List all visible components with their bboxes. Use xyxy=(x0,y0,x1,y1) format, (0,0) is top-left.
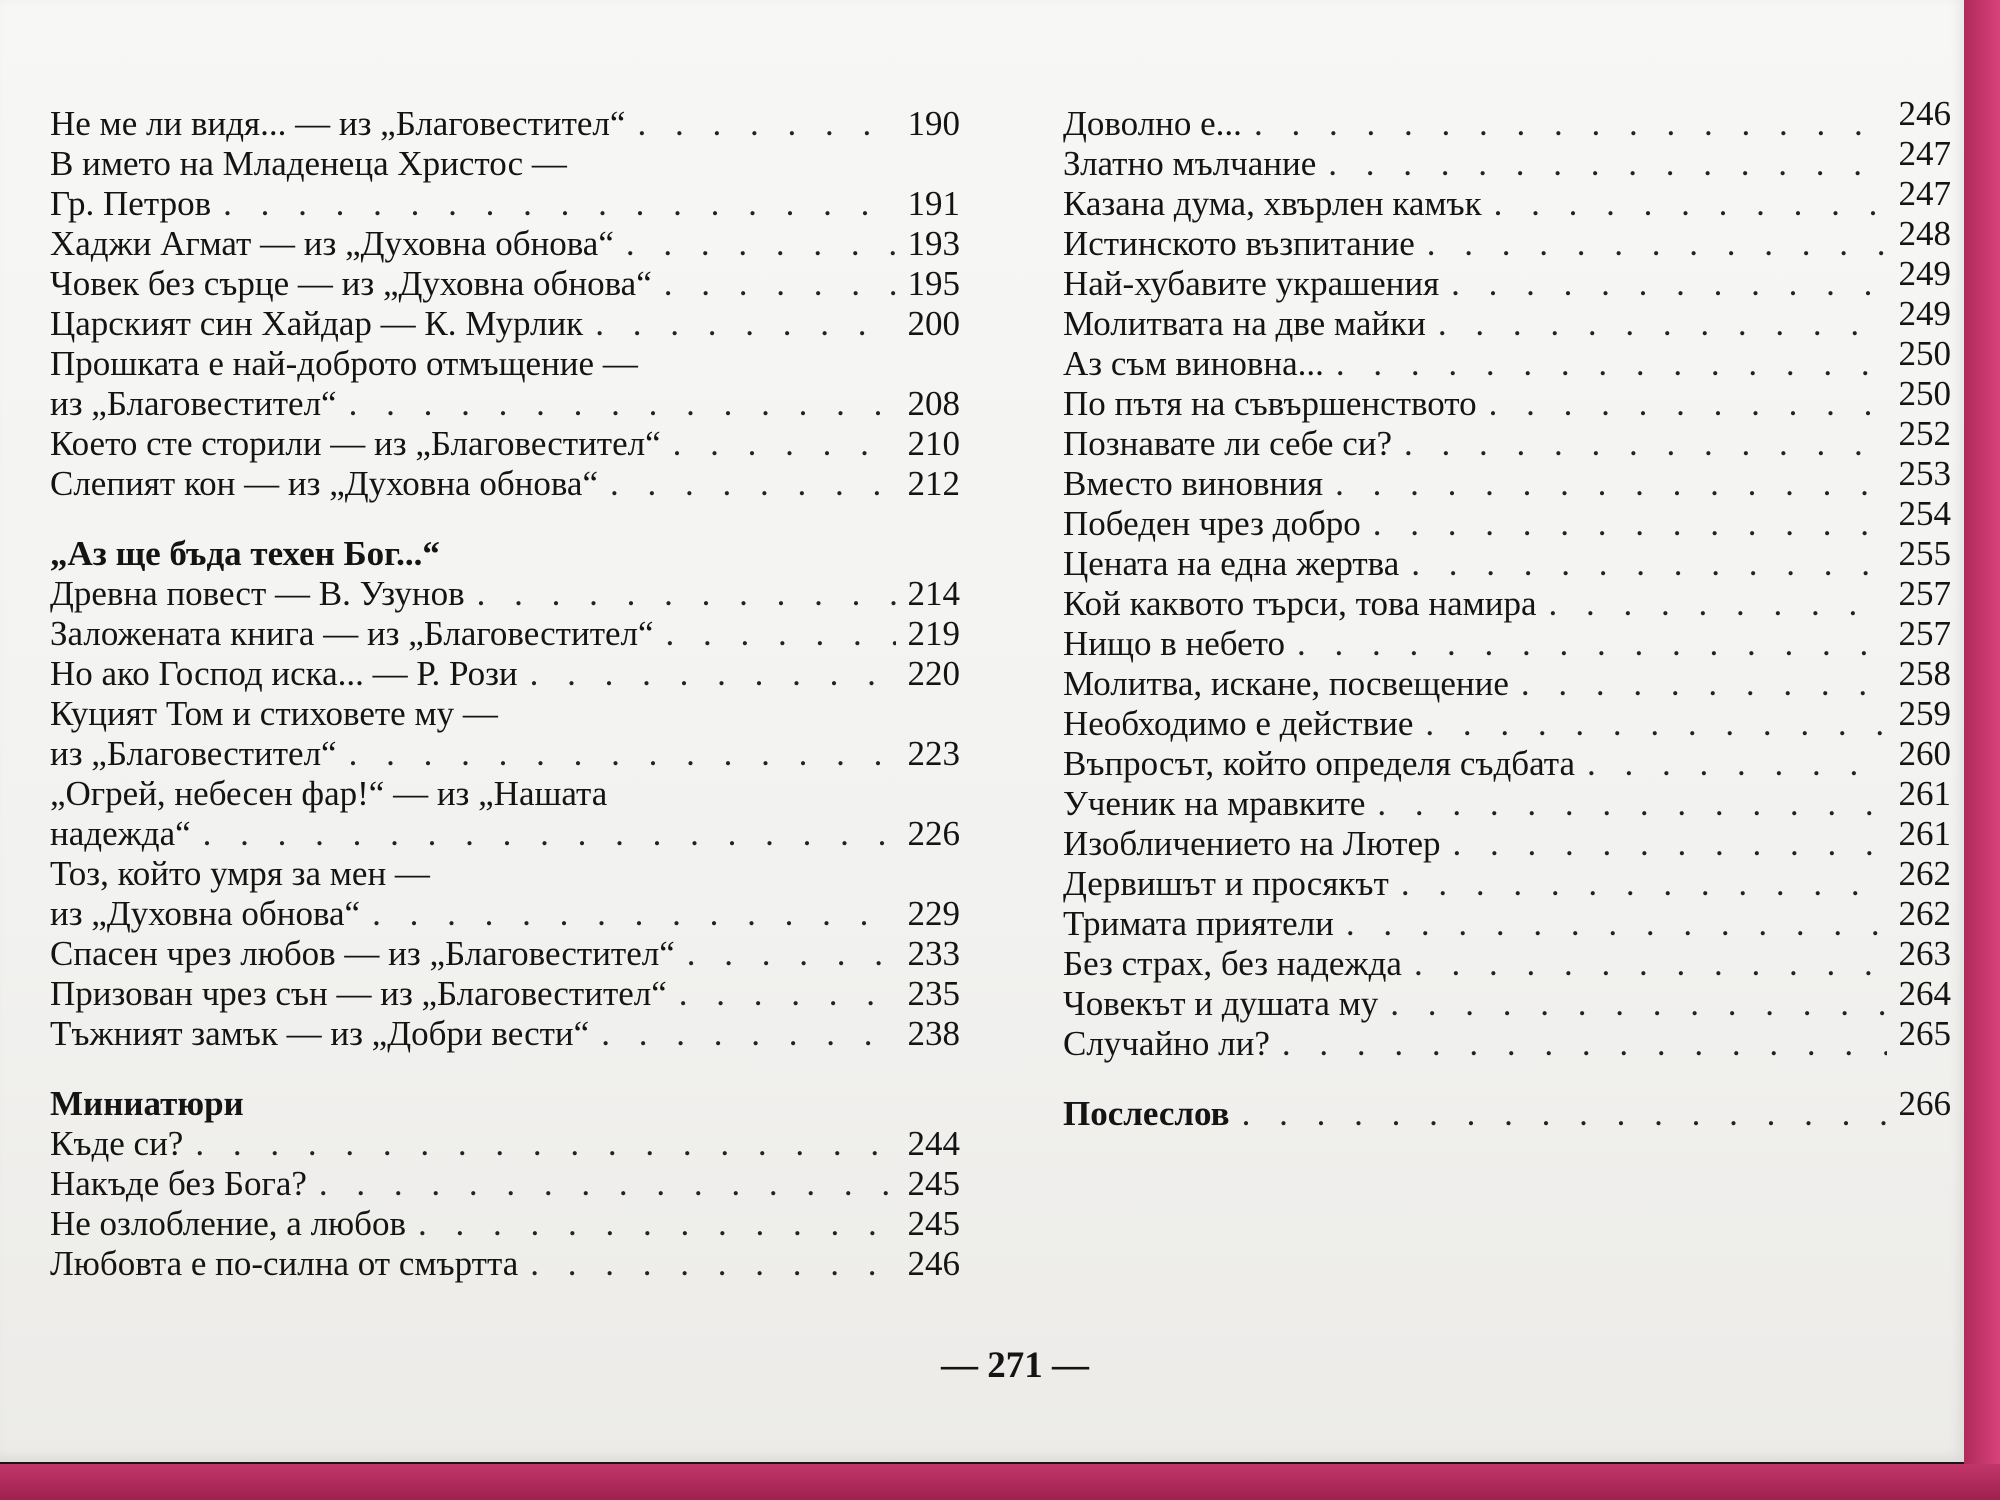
entry-page: 195 xyxy=(907,264,960,303)
entry-title: Случайно ли? xyxy=(1063,1024,1270,1063)
entry-page: 260 xyxy=(1898,734,1951,773)
entry-title: Вместо виновния xyxy=(1063,464,1324,503)
toc-entry xyxy=(50,1124,960,1164)
entry-page: 257 xyxy=(1898,574,1951,613)
toc-left-column xyxy=(50,104,960,1284)
entry-title: Което сте сторили — из „Благовестител“ xyxy=(50,424,661,463)
leader-dots xyxy=(1451,264,1886,304)
entry-title: Тримата приятели xyxy=(1063,904,1334,943)
entry-page: 252 xyxy=(1898,414,1951,453)
entry-page: 200 xyxy=(907,304,960,343)
toc-entry xyxy=(50,974,960,1014)
toc-entry xyxy=(1063,974,1951,1024)
entry-title: Човек без сърце — из „Духовна обнова“ xyxy=(50,264,652,303)
toc-entry xyxy=(1063,134,1951,184)
leader-dots xyxy=(1425,704,1886,744)
entry-page: 247 xyxy=(1898,174,1951,213)
entry-title: Не озлобление, а любов xyxy=(50,1204,407,1243)
leader-dots xyxy=(349,384,896,424)
entry-title: Призован чрез сън — из „Благовестител“ xyxy=(50,974,667,1013)
entry-title: По пътя на съвършенството xyxy=(1063,384,1477,423)
entry-title: из „Духовна обнова“ xyxy=(50,894,361,933)
entry-page: 219 xyxy=(907,614,960,653)
toc-entry xyxy=(1063,694,1951,744)
leader-dots xyxy=(1282,1024,1887,1064)
entry-page: 250 xyxy=(1898,374,1951,413)
leader-dots xyxy=(1494,184,1887,224)
toc-entry xyxy=(50,1014,960,1054)
toc-entry xyxy=(1063,574,1951,624)
leader-dots xyxy=(595,304,895,344)
entry-title: Без страх, без надежда xyxy=(1063,944,1402,983)
entry-title: Молитвата на две майки xyxy=(1063,304,1426,343)
entry-page: 262 xyxy=(1898,894,1951,933)
entry-title: из „Благовестител“ xyxy=(50,384,337,423)
entry-title: Най-хубавите украшения xyxy=(1063,264,1440,303)
entry-title: Древна повест — В. Узунов xyxy=(50,574,465,613)
leader-dots xyxy=(610,464,895,504)
entry-title: Слепият кон — из „Духовна обнова“ xyxy=(50,464,599,503)
leader-dots xyxy=(1401,864,1887,904)
leader-dots xyxy=(1335,464,1886,504)
toc-entry xyxy=(1063,254,1951,304)
toc-entry xyxy=(1063,494,1951,544)
leader-dots xyxy=(626,224,896,264)
toc-entry xyxy=(50,814,960,854)
entry-page: 245 xyxy=(907,1204,960,1243)
leader-dots xyxy=(1297,624,1887,664)
leader-dots xyxy=(673,424,896,464)
toc-entry xyxy=(50,104,960,144)
entry-title: Тъжният замък — из „Добри вести“ xyxy=(50,1014,590,1053)
toc-entry xyxy=(1063,534,1951,584)
entry-title: Царският син Хайдар — К. Мурлик xyxy=(50,304,584,343)
entry-title: Накъде без Бога? xyxy=(50,1164,307,1203)
section-heading: Миниатюри xyxy=(50,1084,244,1123)
leader-dots xyxy=(1587,744,1887,784)
toc-entry xyxy=(1063,894,1951,944)
leader-dots xyxy=(1549,584,1887,624)
toc-entry xyxy=(50,264,960,304)
leader-dots xyxy=(1377,784,1886,824)
toc-entry xyxy=(1063,334,1951,384)
toc-entry xyxy=(1063,1014,1951,1064)
toc-entry xyxy=(50,614,960,654)
toc-entry xyxy=(50,654,960,694)
entry-title-line: Тоз, който умря за мен — xyxy=(50,854,430,893)
entry-title-line: Прошката е най-доброто отмъщение — xyxy=(50,344,638,383)
leader-dots xyxy=(1404,424,1886,464)
toc-entry xyxy=(1063,174,1951,224)
entry-title: из „Благовестител“ xyxy=(50,734,337,773)
entry-title: Аз съм виновна... xyxy=(1063,344,1324,383)
leader-dots xyxy=(1453,824,1887,864)
toc-right-column xyxy=(1063,94,1951,1134)
entry-page: 191 xyxy=(907,184,960,223)
leader-dots xyxy=(1489,384,1887,424)
toc-entry xyxy=(50,304,960,344)
entry-title: Цената на една жертва xyxy=(1063,544,1400,583)
toc-entry xyxy=(1063,934,1951,984)
leader-dots xyxy=(1346,904,1887,944)
entry-page: 261 xyxy=(1898,814,1951,853)
leader-dots xyxy=(601,1014,895,1054)
leader-dots xyxy=(687,934,896,974)
toc-entry xyxy=(1063,654,1951,704)
toc-entry xyxy=(50,224,960,264)
entry-page: 255 xyxy=(1898,534,1951,573)
toc-entry xyxy=(50,384,960,424)
toc-entry xyxy=(50,894,960,934)
leader-dots xyxy=(530,1244,895,1284)
leader-dots xyxy=(637,104,895,144)
toc-entry xyxy=(1063,774,1951,824)
entry-title: Казана дума, хвърлен камък xyxy=(1063,184,1482,223)
entry-page: 210 xyxy=(907,424,960,463)
leader-dots xyxy=(1521,664,1887,704)
entry-page: 264 xyxy=(1898,974,1951,1013)
leader-dots xyxy=(1438,304,1887,344)
entry-title: Гр. Петров xyxy=(50,184,212,223)
entry-page: 257 xyxy=(1898,614,1951,653)
entry-title: Въпросът, който определя съдбата xyxy=(1063,744,1575,783)
toc-entry xyxy=(1063,454,1951,504)
leader-dots xyxy=(1336,344,1887,384)
leader-dots xyxy=(195,1124,895,1164)
entry-page: 226 xyxy=(907,814,960,853)
toc-entry xyxy=(50,424,960,464)
entry-title: Молитва, искане, посвещение xyxy=(1063,664,1509,703)
entry-title: Ученик на мравките xyxy=(1063,784,1366,823)
entry-page: 245 xyxy=(907,1164,960,1203)
page-number: — 271 — xyxy=(941,1345,1089,1386)
leader-dots xyxy=(679,974,896,1014)
entry-page: 262 xyxy=(1898,854,1951,893)
book-cover-edge-bottom xyxy=(0,1464,2000,1500)
entry-title: Изобличението на Лютер xyxy=(1063,824,1441,863)
entry-page: 235 xyxy=(907,974,960,1013)
toc-entry xyxy=(50,574,960,614)
entry-title: Човекът и душата му xyxy=(1063,984,1379,1023)
leader-dots xyxy=(1254,104,1887,144)
entry-page: 263 xyxy=(1898,934,1951,973)
toc-entry xyxy=(50,464,960,504)
entry-title: Но ако Господ иска... — Р. Рози xyxy=(50,654,518,693)
leader-dots xyxy=(349,734,896,774)
leader-dots xyxy=(223,184,895,224)
entry-page: 246 xyxy=(1898,94,1951,133)
leader-dots xyxy=(530,654,896,694)
entry-title: Кой каквото търси, това намира xyxy=(1063,584,1537,623)
entry-title: Къде си? xyxy=(50,1124,184,1163)
leader-dots xyxy=(1328,144,1886,184)
leader-dots xyxy=(666,614,896,654)
entry-title: Необходимо е действие xyxy=(1063,704,1414,743)
entry-page: 253 xyxy=(1898,454,1951,493)
entry-page: 220 xyxy=(907,654,960,693)
entry-title-line: В името на Младенеца Христос — xyxy=(50,144,567,183)
toc-entry xyxy=(50,1164,960,1204)
entry-page: 249 xyxy=(1898,294,1951,333)
toc-entry xyxy=(1063,614,1951,664)
entry-page: 250 xyxy=(1898,334,1951,373)
toc-entry xyxy=(50,734,960,774)
entry-title: Не ме ли видя... — из „Благовестител“ xyxy=(50,104,626,143)
entry-page: 254 xyxy=(1898,494,1951,533)
leader-dots xyxy=(1242,1094,1887,1134)
entry-page: 248 xyxy=(1898,214,1951,253)
entry-title: Дервишът и просякът xyxy=(1063,864,1389,903)
entry-title: Истинското възпитание xyxy=(1063,224,1415,263)
entry-page: 246 xyxy=(907,1244,960,1283)
leader-dots xyxy=(372,894,895,934)
toc-entry xyxy=(50,934,960,974)
entry-page: 212 xyxy=(907,464,960,503)
section-heading: „Аз ще бъда техен Бог...“ xyxy=(50,534,440,573)
entry-page: 249 xyxy=(1898,254,1951,293)
entry-page: 247 xyxy=(1898,134,1951,173)
leader-dots xyxy=(203,814,896,854)
entry-title-line: Куцият Том и стиховете му — xyxy=(50,694,498,733)
toc-entry xyxy=(50,184,960,224)
toc-entry xyxy=(50,1204,960,1244)
toc-entry xyxy=(50,1244,960,1284)
entry-page: 244 xyxy=(907,1124,960,1163)
entry-title: Любовта е по-силна от смъртта xyxy=(50,1244,519,1283)
leader-dots xyxy=(664,264,896,304)
toc-entry xyxy=(1063,214,1951,264)
entry-title: надежда“ xyxy=(50,814,191,853)
entry-page: 229 xyxy=(907,894,960,933)
leader-dots xyxy=(1414,944,1887,984)
entry-title: Послеслов xyxy=(1063,1094,1230,1133)
toc-entry xyxy=(1063,294,1951,344)
entry-page: 208 xyxy=(907,384,960,423)
leader-dots xyxy=(418,1204,895,1244)
entry-page: 233 xyxy=(907,934,960,973)
entry-title-line: „Огрей, небесен фар!“ — из „Нашата xyxy=(50,774,608,813)
entry-page: 265 xyxy=(1898,1014,1951,1053)
entry-title: Победен чрез добро xyxy=(1063,504,1361,543)
entry-title: Доволно е... xyxy=(1063,104,1242,143)
entry-page: 266 xyxy=(1898,1084,1951,1123)
leader-dots xyxy=(1390,984,1886,1024)
toc-entry xyxy=(1063,94,1951,144)
entry-title: Познавате ли себе си? xyxy=(1063,424,1393,463)
toc-entry xyxy=(1063,814,1951,864)
leader-dots xyxy=(1411,544,1886,584)
toc-entry xyxy=(1063,414,1951,464)
leader-dots xyxy=(319,1164,896,1204)
leader-dots xyxy=(477,574,896,614)
entry-page: 259 xyxy=(1898,694,1951,733)
toc-entry xyxy=(1063,734,1951,784)
entry-title: Нищо в небето xyxy=(1063,624,1285,663)
entry-page: 223 xyxy=(907,734,960,773)
entry-page: 238 xyxy=(907,1014,960,1053)
entry-title: Златно мълчание xyxy=(1063,144,1317,183)
entry-page: 190 xyxy=(907,104,960,143)
leader-dots xyxy=(1373,504,1887,544)
entry-title: Спасен чрез любов — из „Благовестител“ xyxy=(50,934,675,973)
leader-dots xyxy=(1427,224,1887,264)
toc-entry xyxy=(1063,854,1951,904)
entry-title: Заложената книга — из „Благовестител“ xyxy=(50,614,654,653)
entry-page: 214 xyxy=(907,574,960,613)
entry-title: Хаджи Агмат — из „Духовна обнова“ xyxy=(50,224,614,263)
toc-entry xyxy=(1063,374,1951,424)
toc-entry-afterword xyxy=(1063,1084,1951,1134)
entry-page: 261 xyxy=(1898,774,1951,813)
entry-page: 258 xyxy=(1898,654,1951,693)
book-cover-edge-right xyxy=(1964,0,2000,1500)
entry-page: 193 xyxy=(907,224,960,263)
